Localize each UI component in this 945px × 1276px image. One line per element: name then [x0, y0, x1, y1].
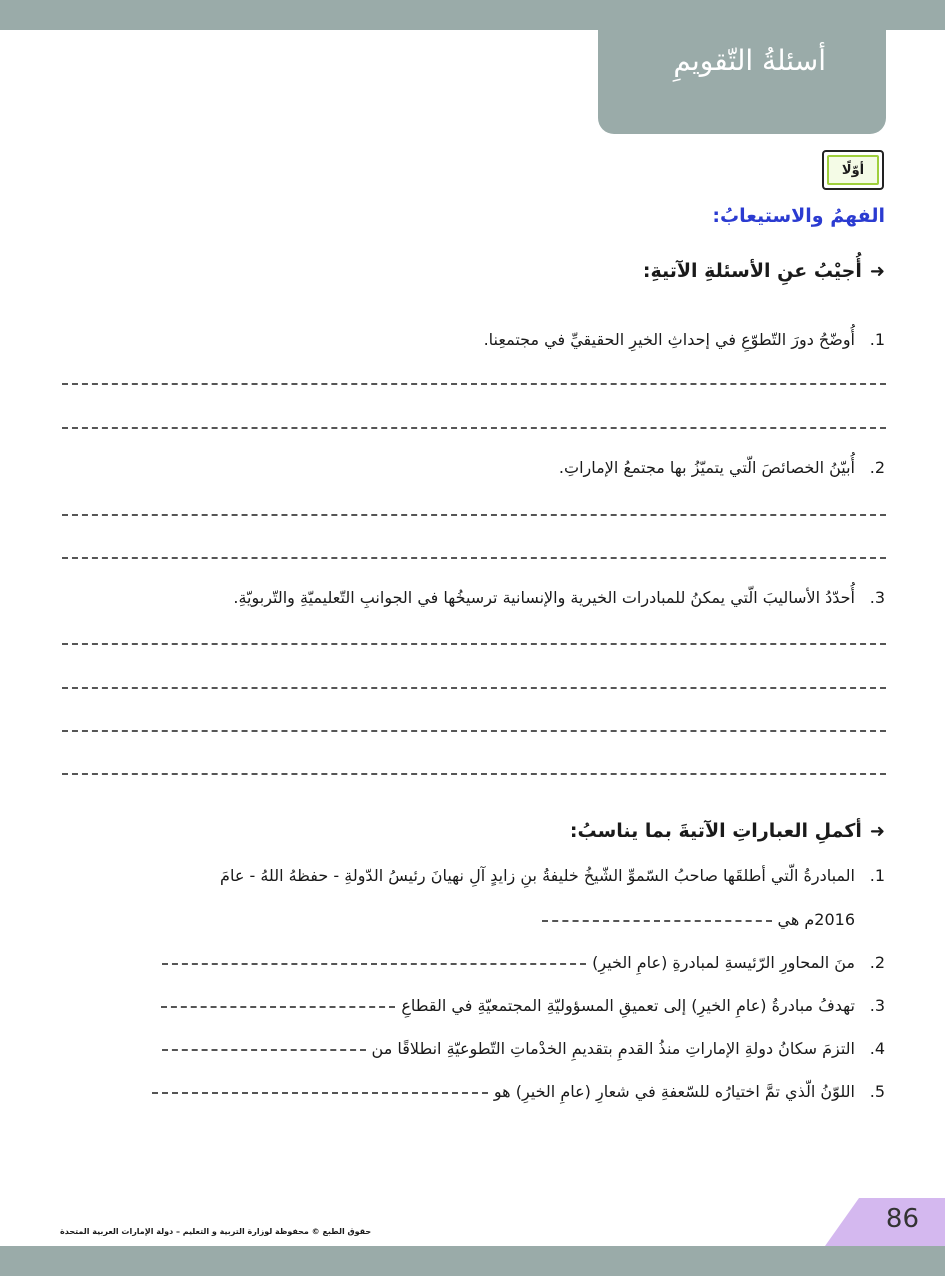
- answer-line[interactable]: [62, 643, 886, 645]
- answer-line[interactable]: [62, 514, 886, 516]
- answer-line[interactable]: [62, 557, 886, 559]
- section-badge: [822, 150, 884, 190]
- question-3: 3.أُحدّدُ الأساليبَ الّتي يمكنُ للمبادرات الخيرية والإنسانية ترسيخُها في الجوانبِ التّعليميّةِ والتّربويّةِ.: [233, 588, 885, 607]
- question-1: 1.أُوضّحُ دورَ التّطوّعِ في إحداثِ الخيرِ الحقيقيِّ في مجتمعِنا.: [483, 330, 885, 349]
- question-2: 2.أُبيّنُ الخصائصَ الّتي يتميّزُ بها مجتمعُ الإماراتِ.: [558, 458, 885, 477]
- section-heading: الفهمُ والاستيعابُ:: [712, 205, 885, 227]
- arrow-icon: ➜: [869, 821, 885, 842]
- page-title: أسئلةُ التّقويمِ: [673, 44, 826, 77]
- instruction-1: ➜أُجيْبُ عنِ الأسئلةِ الآتيةِ:: [642, 260, 885, 282]
- complete-item-3: 3.تهدفُ مبادرةُ (عامِ الخيرِ) إلى تعميقِ المسؤوليّةِ المجتمعيّةِ في القطاعِ: [161, 996, 885, 1015]
- bottom-bar: [0, 1246, 945, 1276]
- complete-item-1: 1.المبادرةُ الّتي أطلقَها صاحبُ السّموِّ الشّيخُ خليفةُ بنِ زايدٍ آلِ نهيانَ رئيسُ الدّولةِ - حفظهُ اللهُ - عامَ: [220, 866, 885, 885]
- answer-line[interactable]: [62, 773, 886, 775]
- complete-item-4: 4.التزمَ سكانُ دولةِ الإماراتِ منذُ القدمِ بتقديمِ الخدْماتِ التّطوعيّةِ انطلاقًا من: [162, 1039, 885, 1058]
- title-tab: [598, 0, 886, 134]
- complete-item-5: 5.اللوّنُ الّذي تمَّ اختيارُه للسّعفةِ في شعارِ (عامِ الخيرِ) هو: [152, 1082, 885, 1101]
- answer-line[interactable]: [62, 427, 886, 429]
- fill-blank[interactable]: [162, 1048, 366, 1051]
- fill-blank[interactable]: [162, 962, 586, 965]
- answer-line[interactable]: [62, 383, 886, 385]
- answer-line[interactable]: [62, 687, 886, 689]
- complete-item-1-cont: 2016م هي: [542, 910, 855, 929]
- complete-item-2: 2.منَ المحاورِ الرّئيسةِ لمبادرةِ (عامِ الخيرِ): [162, 953, 885, 972]
- fill-blank[interactable]: [161, 1005, 395, 1008]
- instruction-2: ➜أكملِ العباراتِ الآتيةَ بما يناسبُ:: [569, 820, 885, 842]
- section-badge-label: أوّلًا: [827, 155, 879, 185]
- page-number: 86: [885, 1204, 919, 1234]
- answer-line[interactable]: [62, 730, 886, 732]
- copyright: حقوق الطبع © محفوظة لوزارة التربية و التعليم – دولة الإمارات العربية المتحدة: [60, 1227, 372, 1236]
- fill-blank[interactable]: [152, 1091, 488, 1094]
- arrow-icon: ➜: [869, 261, 885, 282]
- fill-blank[interactable]: [542, 919, 772, 922]
